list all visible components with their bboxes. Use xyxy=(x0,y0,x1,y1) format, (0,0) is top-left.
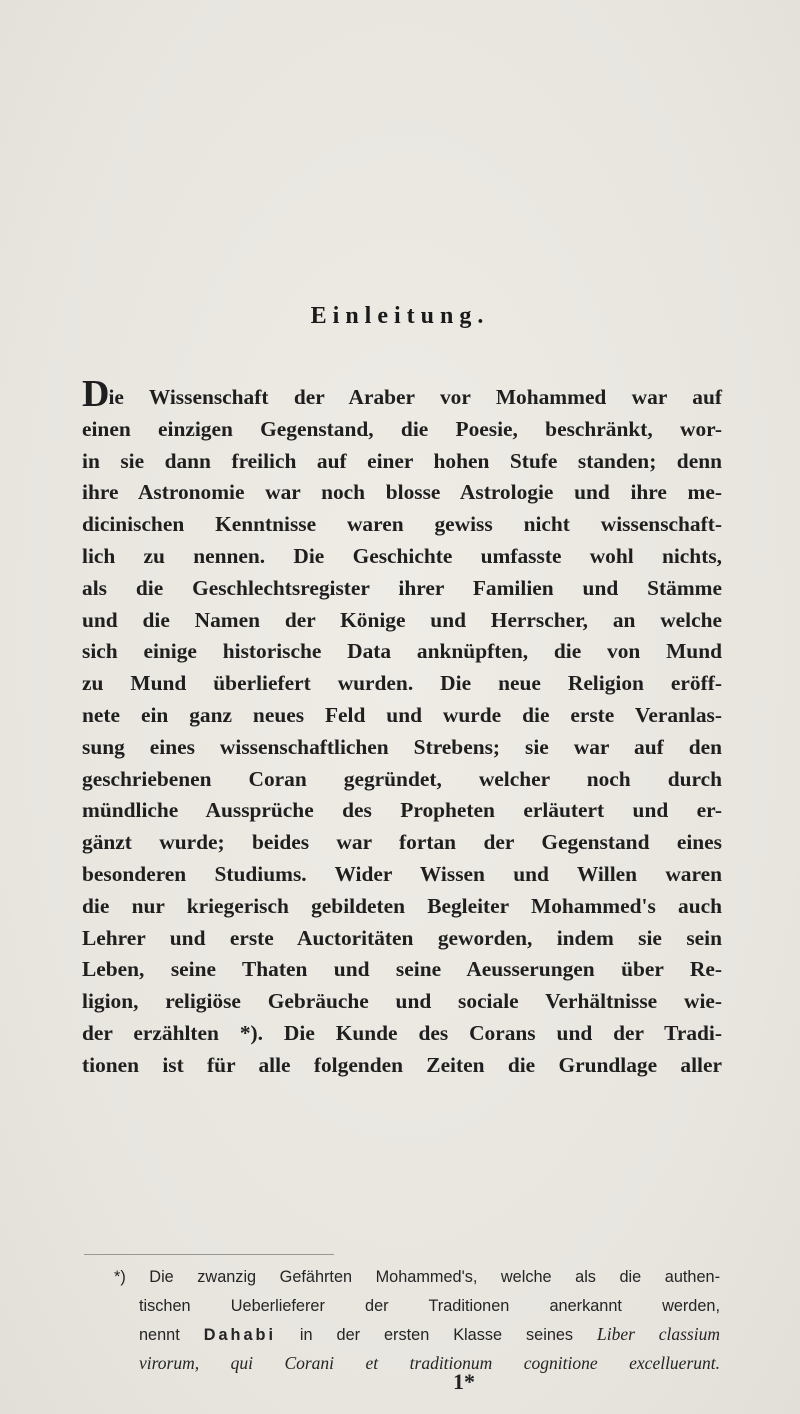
book-title: Liber classium xyxy=(597,1324,720,1345)
text-line: besonderen Studiums. Wider Wissen und Willen waren xyxy=(82,861,722,886)
signature-mark: 1* xyxy=(453,1369,475,1394)
footnote-text: in der ersten Klasse seines xyxy=(275,1326,598,1345)
text-line: als die Geschlechtsregister ihrer Familien und Stämme xyxy=(82,575,722,600)
text-line: lich zu nennen. Die Geschichte umfasste wohl nichts, xyxy=(82,543,722,568)
text-line: sung eines wissenschaftlichen Strebens; sie war auf den xyxy=(82,734,722,759)
text-line: mündliche Aussprüche des Propheten erläutert und er- xyxy=(82,798,722,823)
text-line: ligion, religiöse Gebräuche und sociale Verhältnisse wie- xyxy=(82,989,722,1014)
text-line-content: ie Wissenschaft der Araber vor Mohammed war auf xyxy=(108,385,722,409)
main-text xyxy=(82,373,722,1082)
author-name: Dahabi xyxy=(203,1326,276,1345)
text-line: Leben, seine Thaten und seine Aeusserungen über Re- xyxy=(82,957,722,982)
footnote-line: tischen Ueberlieferer der Traditionen anerkannt werden, xyxy=(139,1296,720,1315)
text-line: geschriebenen Coran gegründet, welcher noch durch xyxy=(82,766,722,791)
text-line: gänzt wurde; beides war fortan der Gegenstand eines xyxy=(82,830,722,855)
drop-cap: D xyxy=(82,373,109,415)
text-line: Lehrer und erste Auctoritäten geworden, indem sie sein xyxy=(82,925,722,950)
text-line: dicinischen Kenntnisse waren gewiss nicht wissenschaft- xyxy=(82,512,722,537)
text-line: sich einige historische Data anknüpften, die von Mund xyxy=(82,639,722,664)
footnote-line: virorum, qui Corani et traditionum cognitione excelluerunt. xyxy=(139,1352,720,1373)
chapter-heading: Einleitung. xyxy=(310,303,490,329)
footnote-text: nennt xyxy=(139,1326,204,1345)
text-line: in sie dann freilich auf einer hohen Stufe standen; denn xyxy=(82,448,722,473)
text-line: der erzählten *). Die Kunde des Corans und der Tradi- xyxy=(82,1020,722,1045)
footnote-line: *) Die zwanzig Gefährten Mohammed's, welche als die authen- xyxy=(114,1268,720,1286)
text-line: nete ein ganz neues Feld und wurde die erste Veranlas- xyxy=(82,702,722,727)
text-line: die nur kriegerisch gebildeten Begleiter Mohammed's auch xyxy=(82,893,722,918)
text-line xyxy=(82,373,722,415)
footnote-divider xyxy=(84,1254,334,1255)
footnote xyxy=(114,1263,720,1377)
text-line: und die Namen der Könige und Herrscher, an welche xyxy=(82,607,722,632)
text-line: zu Mund überliefert wurden. Die neue Religion eröff- xyxy=(82,671,722,696)
text-line: ihre Astronomie war noch blosse Astrologie und ihre me- xyxy=(82,480,722,505)
text-line: einen einzigen Gegenstand, die Poesie, beschränkt, wor- xyxy=(82,416,722,441)
text-line: tionen ist für alle folgenden Zeiten die Grundlage aller xyxy=(82,1052,722,1077)
footnote-line xyxy=(114,1320,720,1349)
